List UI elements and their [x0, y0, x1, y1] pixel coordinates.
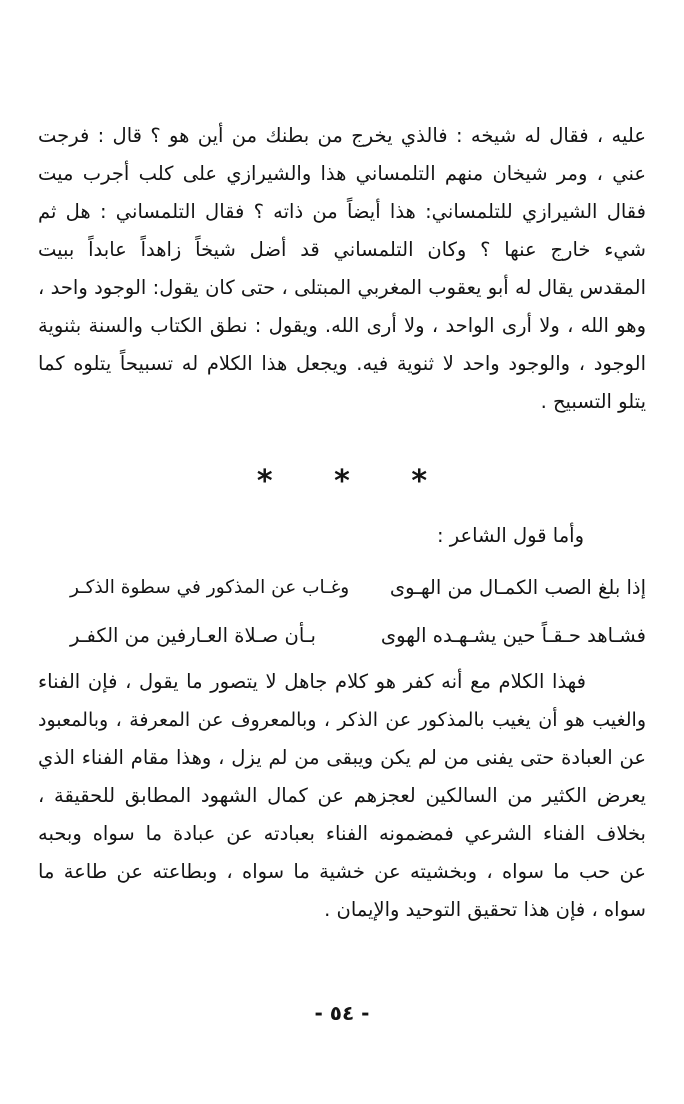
text-line: عليه ، فقال له شيخه : فالذي يخرج من بطنك من أين هو ؟ قال : فرجت	[38, 124, 646, 147]
text-line: وهو الله ، ولا أرى الواحد ، ولا أرى الله. ويقول : نطق الكتاب والسنة بثنوية	[38, 314, 646, 337]
verse-first-hemistich: إذا بلغ الصب الكمـال من الهـوى	[389, 576, 646, 599]
text-line: عن حب ما سواه ، وبخشيته عن خشية ما سواه ، وبطاعته عن طاعة ما	[38, 860, 646, 883]
separator-star: *	[334, 464, 350, 499]
text-line: فهذا الكلام مع أنه كفر هو كلام جاهل لا يتصور ما يقول ، فإن الفناء	[38, 670, 586, 693]
paragraph-1	[38, 117, 646, 421]
text-line: بخلاف الفناء الشرعي فمضمونه الفناء بعبادته عن عبادة ما سواه وبحبه	[38, 822, 646, 845]
text-line: المقدس يقال له أبو يعقوب المغربي المبتلى ، حتى كان يقول: الوجود واحد ،	[38, 276, 646, 299]
page-number: - ٥٤ -	[314, 1001, 370, 1025]
verse-second-hemistich: بـأن صـلاة العـارفين من الكفـر	[70, 624, 316, 647]
text-line: الوجود ، والوجود واحد لا ثنوية فيه. ويجعل هذا الكلام له تسبيحاً يتلوه كما	[38, 352, 646, 375]
paragraph-2	[38, 663, 646, 929]
poem-verse	[38, 569, 646, 607]
separator-star: *	[256, 464, 273, 499]
text-line: شيء خارج عنها ؟ وكان التلمساني قد أضل شيخاً زاهداً عابداً ببيت	[38, 238, 646, 261]
text-line: سواه ، فإن هذا تحقيق التوحيد والإيمان .	[324, 898, 646, 921]
text-line: فقال الشيرازي للتلمساني: هذا أيضاً من ذاته ؟ فقال التلمساني : هل ثم	[38, 200, 646, 223]
text-line: والغيب هو أن يغيب بالمذكور عن الذكر ، وبالمعروف عن المعرفة ، وبالمعبود	[38, 709, 646, 731]
verse-second-hemistich: وغـاب عن المذكور في سطوة الذكـر	[70, 577, 350, 598]
text-line: يتلو التسبيح .	[540, 390, 646, 413]
text-line: عن العبادة حتى يفنى من لم يكن ويبقى من لم يزل ، وهذا مقام الفناء الذي	[38, 746, 646, 769]
poem-verse	[38, 617, 646, 655]
text-line: يعرض الكثير من السالكين لعجزهم عن كمال الشهود المطابق للحقيقة ،	[38, 784, 646, 807]
poem-intro: وأما قول الشاعر :	[436, 524, 584, 547]
text-line: عني ، ومر شيخان منهم التلمساني هذا والشيرازي على كلب أجرب ميت	[38, 162, 646, 185]
section-separator	[0, 464, 684, 499]
verse-first-hemistich: فشـاهد حـقـاً حين يشـهـده الهوى	[380, 624, 646, 647]
separator-star: *	[411, 464, 428, 499]
